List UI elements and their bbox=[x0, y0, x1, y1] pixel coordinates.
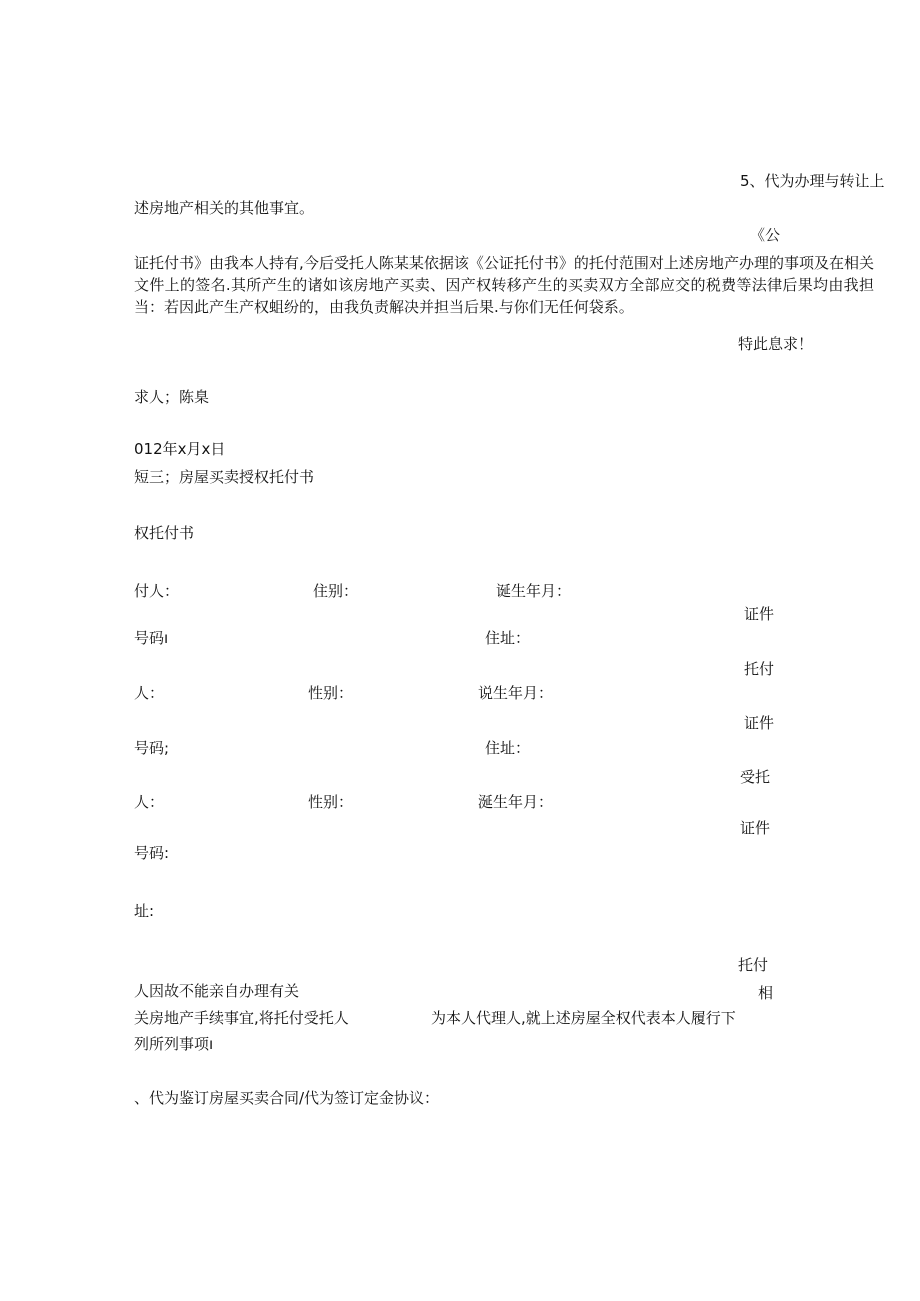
signer-line: 求人；陈臬 bbox=[134, 388, 210, 406]
principal2-birth-label: 说生年月： bbox=[478, 684, 554, 702]
delegation-line2-end: 为本人代理人,就上述房屋全权代表本人履行下 bbox=[431, 1009, 736, 1027]
section-title: 短三；房屋买卖授权托付书 bbox=[134, 468, 315, 486]
principal-id-label: 号码ı bbox=[134, 629, 169, 647]
principal2-id-label: 号码; bbox=[134, 739, 170, 757]
principal-gender-label: 住别： bbox=[313, 582, 359, 600]
agent-birth-label: 涎生年月： bbox=[478, 793, 554, 811]
principal-name-label: 付人： bbox=[134, 582, 180, 600]
agent-gender-label: 性别： bbox=[308, 793, 354, 811]
doc-title: 权托付书 bbox=[134, 524, 195, 542]
principal-address-label: 住址： bbox=[485, 629, 531, 647]
principal-birth-label: 诞生年月： bbox=[496, 582, 572, 600]
principal2-head: 托付 bbox=[744, 660, 775, 678]
cert-open: 《公 bbox=[750, 226, 781, 244]
principal2-gender-label: 性别： bbox=[308, 684, 354, 702]
item1-line: 、代为鉴订房屋买卖合同/代为签订定金协议： bbox=[134, 1089, 440, 1107]
delegation-line3: 列所列事项ı bbox=[134, 1035, 214, 1053]
agent-address-label: 址: bbox=[134, 902, 155, 920]
delegation-line2-start: 关房地产手续事宜,将托付受托人 bbox=[134, 1009, 349, 1027]
principal2-id-head: 证件 bbox=[744, 714, 775, 732]
statement-paragraph: 证托付书》由我本人持有,今后受托人陈某某依据该《公证托付书》的托付范围对上述房地产办理的事项及在相关文件上的签名.其所产生的诸如该房地产买卖、因产权转移产生的买卖双方全部应交的税费等法律后果均由我担当：若因此产生产权蛆纷的，由我负责解决并担当后果.与你们无任何袋系。 bbox=[134, 254, 874, 316]
agent-name-label: 人： bbox=[134, 793, 165, 811]
agent-id-head: 证件 bbox=[740, 819, 771, 837]
closing-remark: 特此息求！ bbox=[738, 335, 814, 353]
principal-id-head: 证件 bbox=[744, 605, 775, 623]
item5-head: 5、代为办理与转让上 bbox=[740, 172, 885, 190]
principal2-address-label: 住址： bbox=[485, 739, 531, 757]
date-line: 012年x月x日 bbox=[134, 440, 226, 458]
item5-tail: 述房地产相关的其他事宜。 bbox=[134, 199, 315, 217]
principal2-name-label: 人： bbox=[134, 684, 165, 702]
delegation-head: 托付 bbox=[738, 956, 769, 974]
delegation-fragment: 相 bbox=[758, 984, 774, 1002]
delegation-line1: 人因故不能亲自办理有关 bbox=[134, 982, 300, 1000]
agent-head: 受托 bbox=[740, 768, 771, 786]
agent-id-label: 号码: bbox=[134, 844, 170, 862]
